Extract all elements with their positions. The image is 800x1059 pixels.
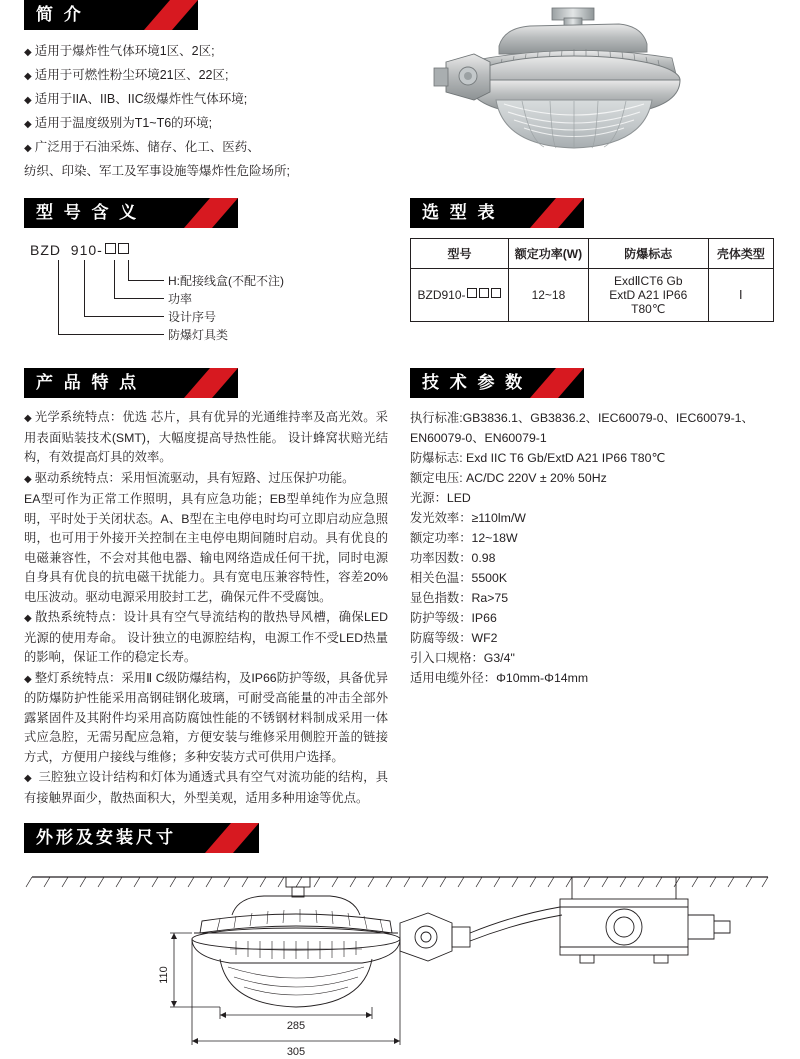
leader-line — [58, 334, 164, 335]
model-code-diagram — [24, 238, 388, 350]
intro-bullet-list — [24, 40, 394, 182]
features-text — [24, 408, 388, 808]
code-box — [491, 288, 501, 298]
diamond-icon: ◆ — [24, 613, 33, 624]
param-line: EN60079-0、EN60079-1 — [410, 431, 547, 445]
dimensions-section — [24, 823, 776, 1059]
model-label: H:配接线盒(不配不注) — [168, 274, 284, 288]
param-line: 执行标准:GB3836.1、GB3836.2、IEC60079-0、IEC60079-1、 — [410, 411, 754, 425]
tech-params-list — [410, 408, 774, 688]
model-label: 防爆灯具类 — [168, 328, 229, 342]
list-item: ◆ 适用于爆炸性气体环境1区、2区; — [24, 44, 215, 58]
section-header-model — [24, 198, 388, 228]
selection-table-block — [410, 198, 774, 350]
section-header-dims — [24, 823, 776, 853]
section-title: 简 介 — [36, 5, 84, 24]
section-header-features — [24, 368, 388, 398]
feature-item: ◆ 散热系统特点：设计具有空气导流结构的散热导风槽，确保LED光源的使用寿命。 设计独立的电源腔结构，电源工作不受LED热量的影响，保证工作的稳定长寿。 — [24, 610, 388, 664]
diamond-icon: ◆ — [24, 673, 32, 685]
column-header-shell: 壳体类型 — [708, 239, 773, 269]
features-and-params — [24, 368, 776, 809]
section-title: 选 型 表 — [422, 203, 498, 222]
diamond-icon: ◆ — [24, 473, 32, 485]
feature-item: EA型可作为正常工作照明，具有应急功能；EB型单纯作为应急照明，平时处于关闭状态。A、B型在主电停电时均可立即启动应急照明，也可用于外接开关控制在主电停电期间随时启动。具有优良的电磁兼容性，不会对其他电器、输电网络造成任何干扰，同时电源自身具有优良的抗电磁干扰能力。具有宽电压兼容特性，容差20%电压波动。驱动电源采用胶封工艺，确保元件不受腐蚀。 — [24, 492, 388, 604]
column-header-model: 型号 — [411, 239, 509, 269]
code-box — [467, 288, 477, 298]
cell-marking: ExdⅡCT6 Gb ExtD A21 IP66 T80℃ — [588, 269, 708, 322]
leader-line — [84, 316, 164, 317]
param-line: 发光效率：≥110lm/W — [410, 511, 526, 525]
dimension-height-label: 110 — [158, 966, 170, 984]
code-box — [105, 243, 116, 254]
feature-item: ◆ 三腔独立设计结构和灯体为通透式具有空气对流功能的结构，具有接触界面少，散热面积大，外型美观，适用多种用途等优点。 — [24, 770, 388, 805]
code-box — [479, 288, 489, 298]
list-item: ◆ 适用于IIA、IIB、IIC级爆炸性气体环境; — [24, 92, 248, 106]
list-item: ◆ 适用于温度级别为T1~T6的环境; — [24, 116, 213, 130]
leader-line — [58, 260, 59, 334]
section-header-selection — [410, 198, 774, 228]
param-line: 防爆标志: Exd IIC T6 Gb/ExtD A21 IP66 T80℃ — [410, 451, 666, 465]
diamond-icon: ◆ — [24, 119, 32, 130]
cell-model: BZD910- — [411, 269, 509, 322]
model-label: 设计序号 — [168, 310, 217, 324]
intro-text-block — [24, 0, 394, 182]
product-image-svg — [404, 0, 764, 175]
model-meaning-block — [24, 198, 388, 350]
tech-params-block — [410, 368, 774, 809]
table-row — [411, 269, 774, 322]
section-header-tech — [410, 368, 774, 398]
model-label: 功率 — [168, 292, 193, 306]
section-title: 外形及安装尺寸 — [36, 828, 176, 847]
intro-section — [24, 0, 776, 182]
param-line: 防护等级：IP66 — [410, 611, 497, 625]
diamond-icon: ◆ — [24, 71, 32, 82]
list-item: ◆ 适用于可燃性粉尘环境21区、22区; — [24, 68, 229, 82]
dimension-drawing — [24, 863, 776, 1059]
table-header-row — [411, 239, 774, 269]
list-item: ◆ 广泛用于石油采炼、储存、化工、医药、 — [24, 140, 260, 154]
product-photo — [404, 0, 776, 175]
feature-item: ◆ 驱动系统特点：采用恒流驱动，具有短路、过压保护功能。 — [24, 470, 355, 485]
leader-line — [84, 260, 85, 316]
param-line: 引入口规格：G3/4" — [410, 651, 515, 665]
param-line: 显色指数：Ra>75 — [410, 591, 509, 605]
column-header-marking: 防爆标志 — [588, 239, 708, 269]
diamond-icon: ◆ — [24, 413, 32, 424]
dimension-drawing-svg — [24, 863, 776, 1059]
diamond-icon: ◆ — [24, 95, 32, 106]
selection-table — [410, 238, 774, 322]
section-title: 技 术 参 数 — [422, 373, 526, 392]
column-header-power: 额定功率(W) — [509, 239, 589, 269]
param-line: 适用电缆外径：Φ10mm-Φ14mm — [410, 671, 589, 685]
cell-shell: Ⅰ — [708, 269, 773, 322]
dimension-inner-width-label: 285 — [286, 1020, 306, 1032]
param-line: 光源：LED — [410, 491, 471, 505]
param-line: 额定功率：12~18W — [410, 531, 518, 545]
section-header-intro — [24, 0, 394, 30]
param-line: 功率因数：0.98 — [410, 551, 496, 565]
model-and-selection — [24, 198, 776, 350]
feature-item: ◆ 整灯系统特点：采用Ⅱ C级防爆结构，及IP66防护等级，具备优异的防爆防护性能采用高钢硅钢化玻璃，可耐受高能量的冲击全部外露紧固件及其附件均采用高防腐蚀性能的不锈钢材料制成采用一体式应急腔，无需另配应急箱，方便安装与维修采用侧腔开盖的链接方式，方便用户接线与维修；多种安装方式可供用户选择。 — [24, 670, 388, 764]
list-item-continuation: 纺织、印染、军工及军事设施等爆炸性危险场所; — [24, 164, 290, 178]
section-title: 产 品 特 点 — [36, 373, 140, 392]
param-line: 防腐等级：WF2 — [410, 631, 498, 645]
features-block — [24, 368, 388, 809]
diamond-icon: ◆ — [24, 773, 32, 784]
diamond-icon: ◆ — [24, 143, 32, 154]
leader-line — [114, 298, 164, 299]
section-title: 型 号 含 义 — [36, 203, 140, 222]
diamond-icon: ◆ — [24, 47, 32, 58]
leader-line — [128, 260, 129, 280]
model-code: BZD 910- — [30, 242, 129, 258]
leader-line — [114, 260, 115, 298]
code-box — [118, 243, 129, 254]
cell-power: 12~18 — [509, 269, 589, 322]
dimension-outer-width-label: 305 — [286, 1046, 306, 1058]
param-line: 相关色温：5500K — [410, 571, 508, 585]
feature-item: ◆ 光学系统特点：优选 芯片，具有优异的光通维持率及高光效。采用表面贴装技术(SMT)，大幅度提高导热性能。 设计蜂窝状赔光结构，有效提高灯具的效率。 — [24, 410, 388, 464]
param-line: 额定电压: AC/DC 220V ± 20% 50Hz — [410, 471, 607, 485]
leader-line — [128, 280, 164, 281]
